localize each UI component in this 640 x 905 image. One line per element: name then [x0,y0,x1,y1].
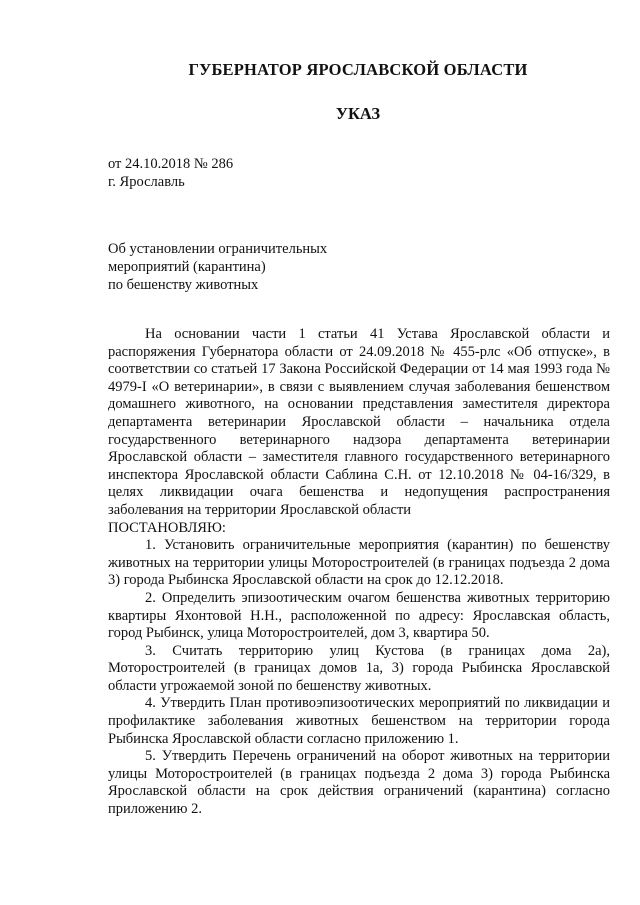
document-meta [108,155,233,191]
decree-item-5: 5. Утвердить Перечень ограничений на оборот животных на территории улицы Моторостроителей (в границах подъезда 2 дома 3) города Рыбинска Ярославской области на срок действия ограничений (карантина) согласно приложению 2. [108,748,610,818]
decree-item-4: 4. Утвердить План противоэпизоотических мероприятий по ликвидации и профилактике заболевания животных бешенством на территории города Рыбинска Ярославской области согласно приложению 1. [108,695,610,747]
issue-city: г. Ярославль [108,174,185,190]
issuing-authority: ГУБЕРНАТОР ЯРОСЛАВСКОЙ ОБЛАСТИ [188,60,528,79]
date-and-number: от 24.10.2018 № 286 [108,156,234,172]
document-type: УКАЗ [335,104,381,123]
decree-item-1: 1. Установить ограничительные мероприятия (карантин) по бешенству животных на территории улицы Моторостроителей (в границах подъезда 2 дома 3) города Рыбинска Ярославской области на срок до 12.12.2018. [108,537,610,589]
subject-line-3: по бешенству животных [108,277,259,293]
decree-item-2: 2. Определить эпизоотическим очагом бешенства животных территорию квартиры Яхонтовой Н.Н., расположенной по адресу: Ярославская область, город Рыбинск, улица Моторостроителей, дом 3, квартира 50. [108,589,610,642]
decree-word: ПОСТАНОВЛЯЮ: [108,519,226,536]
preamble-paragraph: На основании части 1 статьи 41 Устава Ярославской области и распоряжения Губернатора области от 24.09.2018 № 455-рлс «Об отпуске», в соответствии со статьей 17 Закона Российской Федерации от 14 мая 1993 года № 4979-I «О ветеринарии», в связи с выявлением случая заболевания бешенством домашнего животного, на основании представления заместителя директора департамента ветеринарии Ярославской области – начальника отдела государственного ветеринарного надзора департамента ветеринарии Ярославской области – заместителя главного государственного ветеринарного инспектора Ярославской области Саблина С.Н. от 12.10.2018 № 04-16/329, в целях ликвидации очага бешенства и недопущения распространения заболевания на территории Ярославской области [108,326,610,518]
decree-item-3: 3. Считать территорию улиц Кустова (в границах дома 2а), Моторостроителей (в границах домов 1а, 3) города Рыбинска Ярославской области угрожаемой зоной по бешенству животных. [108,642,610,694]
subject-line-2: мероприятий (карантина) [108,259,266,275]
subject-line-1: Об установлении ограничительных [108,241,328,257]
document-subject [108,240,327,294]
document-body [108,326,610,819]
